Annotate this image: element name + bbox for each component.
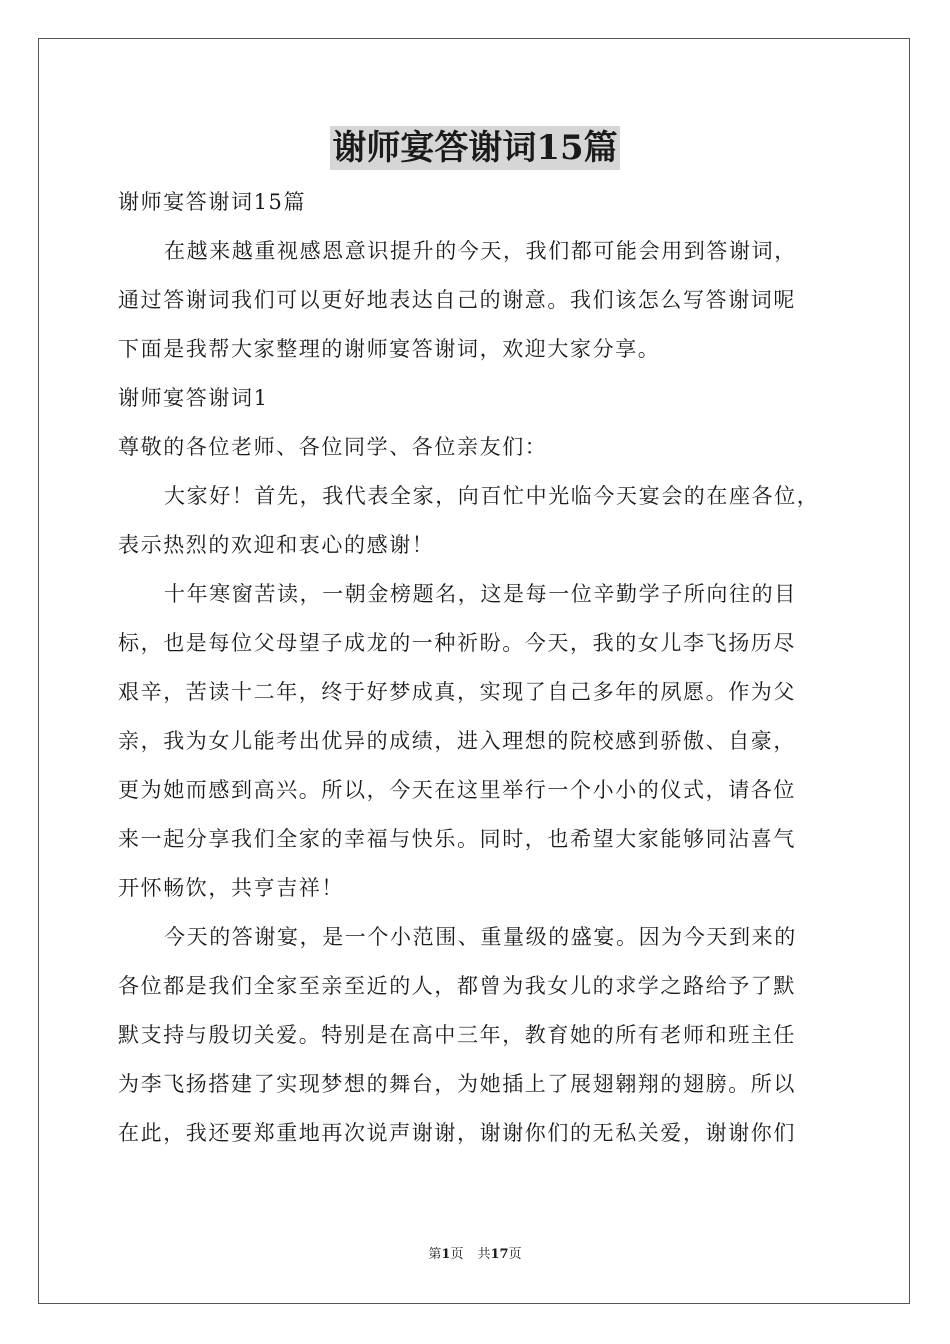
text-line: 下面是我帮大家整理的谢师宴答谢词，欢迎大家分享。: [118, 337, 661, 361]
text-line: 今天的答谢宴，是一个小范围、重量级的盛宴。因为今天到来的: [164, 925, 797, 949]
text-line: 通过答谢词我们可以更好地表达自己的谢意。我们该怎么写答谢词呢: [118, 288, 796, 312]
text-line: 大家好！首先，我代表全家，向百忙中光临今天宴会的在座各位，: [164, 484, 820, 508]
text-line: 尊敬的各位老师、各位同学、各位亲友们：: [118, 435, 548, 459]
page-suffix: 页: [450, 1247, 464, 1262]
text-line: 为李飞扬搭建了实现梦想的舞台，为她插上了展翅翱翔的翅膀。所以: [118, 1072, 796, 1096]
title-container: [0, 126, 950, 170]
page-number: 1: [441, 1247, 451, 1262]
text-line: 在此，我还要郑重地再次说声谢谢，谢谢你们的无私关爱，谢谢你们: [118, 1121, 796, 1145]
text-line: 谢师宴答谢词1: [118, 386, 269, 410]
text-line: 谢师宴答谢词15篇: [118, 190, 307, 214]
text-line: 默支持与殷切关爱。特别是在高中三年，教育她的所有老师和班主任: [118, 1023, 796, 1047]
page-prefix: 第: [428, 1247, 442, 1262]
text-line: 亲，我为女儿能考出优异的成绩，进入理想的院校感到骄傲、自豪，: [118, 729, 796, 753]
text-line: 更为她而感到高兴。所以，今天在这里举行一个小小的仪式，请各位: [118, 778, 796, 802]
text-line: 在越来越重视感恩意识提升的今天，我们都可能会用到答谢词，: [164, 239, 797, 263]
total-prefix: 共: [477, 1247, 491, 1262]
text-line: 各位都是我们全家至亲至近的人，都曾为我女儿的求学之路给予了默: [118, 974, 796, 998]
text-line: 表示热烈的欢迎和衷心的感谢！: [118, 533, 435, 557]
text-line: 艰辛，苦读十二年，终于好梦成真，实现了自己多年的夙愿。作为父: [118, 680, 796, 704]
document-title: 谢师宴答谢词15篇: [332, 128, 618, 168]
text-line: 标，也是每位父母望子成龙的一种祈盼。今天，我的女儿李飞扬历尽: [118, 631, 796, 655]
text-line: 十年寒窗苦读，一朝金榜题名，这是每一位辛勤学子所向往的目: [164, 582, 797, 606]
text-line: 开怀畅饮，共亨吉祥！: [118, 876, 344, 900]
document-body: [118, 178, 838, 1158]
text-line: 来一起分享我们全家的幸福与快乐。同时，也希望大家能够同沾喜气: [118, 827, 796, 851]
total-suffix: 页: [508, 1247, 522, 1262]
total-pages: 17: [490, 1247, 509, 1262]
page-footer: [0, 1246, 950, 1264]
